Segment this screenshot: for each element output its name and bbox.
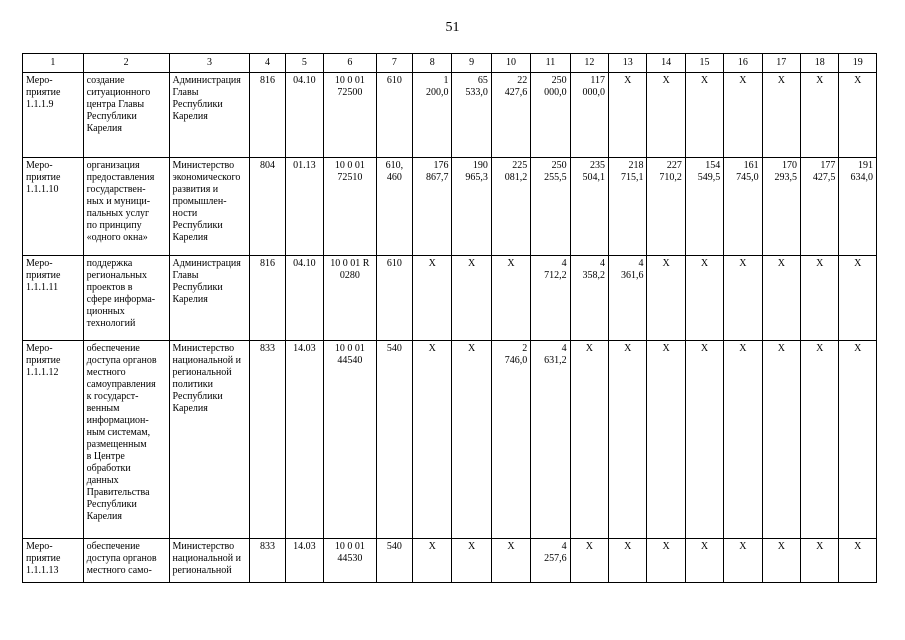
activity-name: обеспечение доступа органов местного самоуправления к государст- венным информацион- ным системам, размещенным в Центре обработки данных Правительства Республики Карелия	[83, 341, 169, 539]
cell: X	[685, 341, 723, 539]
column-header: 8	[413, 54, 452, 73]
activity-name: обеспечение доступа органов местного само-	[83, 539, 169, 583]
column-header: 4	[250, 54, 285, 73]
column-header: 1	[23, 54, 84, 73]
cell: 14.03	[285, 539, 323, 583]
cell: 117 000,0	[570, 73, 608, 158]
cell: 4 358,2	[570, 256, 608, 341]
cell: 170 293,5	[762, 158, 800, 256]
cell: X	[570, 539, 608, 583]
cell: X	[724, 256, 762, 341]
cell: X	[724, 539, 762, 583]
cell: X	[491, 539, 530, 583]
cell: X	[762, 73, 800, 158]
cell: X	[452, 539, 491, 583]
cell: X	[413, 256, 452, 341]
cell: 250 000,0	[531, 73, 570, 158]
cell: 10 0 01 72510	[324, 158, 377, 256]
cell: 4 631,2	[531, 341, 570, 539]
cell: 1 200,0	[413, 73, 452, 158]
cell: 816	[250, 73, 285, 158]
cell: X	[452, 341, 491, 539]
table-row	[23, 158, 877, 256]
cell: 2 746,0	[491, 341, 530, 539]
cell: X	[609, 539, 647, 583]
column-header: 11	[531, 54, 570, 73]
activity-id: Меро- приятие 1.1.1.13	[23, 539, 84, 583]
cell: X	[647, 73, 685, 158]
cell: 540	[376, 539, 412, 583]
activity-name: поддержка региональных проектов в сфере информа- ционных технологий	[83, 256, 169, 341]
column-header: 6	[324, 54, 377, 73]
column-header: 17	[762, 54, 800, 73]
cell: X	[685, 256, 723, 341]
activity-id: Меро- приятие 1.1.1.12	[23, 341, 84, 539]
cell: X	[801, 539, 839, 583]
column-header: 3	[169, 54, 250, 73]
cell: 14.03	[285, 341, 323, 539]
budget-table	[22, 53, 877, 583]
cell: X	[839, 341, 877, 539]
cell: X	[801, 341, 839, 539]
cell: 250 255,5	[531, 158, 570, 256]
cell: 4 361,6	[609, 256, 647, 341]
table-row	[23, 256, 877, 341]
cell: 610, 460	[376, 158, 412, 256]
column-header: 18	[801, 54, 839, 73]
cell: X	[647, 539, 685, 583]
cell: 10 0 01 72500	[324, 73, 377, 158]
column-header: 15	[685, 54, 723, 73]
column-header: 2	[83, 54, 169, 73]
executor: Министерство национальной и региональной политики Республики Карелия	[169, 341, 250, 539]
cell: X	[570, 341, 608, 539]
cell: X	[491, 256, 530, 341]
activity-id: Меро- приятие 1.1.1.10	[23, 158, 84, 256]
cell: X	[801, 256, 839, 341]
cell: 816	[250, 256, 285, 341]
column-header: 9	[452, 54, 491, 73]
cell: 610	[376, 256, 412, 341]
cell: 4 257,6	[531, 539, 570, 583]
column-header: 10	[491, 54, 530, 73]
cell: 191 634,0	[839, 158, 877, 256]
cell: 177 427,5	[801, 158, 839, 256]
header-row	[23, 54, 877, 73]
cell: 4 712,2	[531, 256, 570, 341]
column-header: 12	[570, 54, 608, 73]
column-header: 7	[376, 54, 412, 73]
cell: X	[685, 73, 723, 158]
executor: Министерство экономического развития и промышлен- ности Республики Карелия	[169, 158, 250, 256]
cell: 804	[250, 158, 285, 256]
cell: 540	[376, 341, 412, 539]
cell: 225 081,2	[491, 158, 530, 256]
cell: X	[839, 73, 877, 158]
cell: 218 715,1	[609, 158, 647, 256]
column-header: 19	[839, 54, 877, 73]
cell: X	[685, 539, 723, 583]
cell: X	[762, 341, 800, 539]
activity-id: Меро- приятие 1.1.1.9	[23, 73, 84, 158]
executor: Администрация Главы Республики Карелия	[169, 73, 250, 158]
cell: 176 867,7	[413, 158, 452, 256]
cell: X	[801, 73, 839, 158]
cell: X	[724, 73, 762, 158]
cell: 04.10	[285, 73, 323, 158]
cell: X	[839, 256, 877, 341]
cell: 833	[250, 539, 285, 583]
cell: 10 0 01 R 0280	[324, 256, 377, 341]
cell: 161 745,0	[724, 158, 762, 256]
cell: X	[762, 539, 800, 583]
column-header: 5	[285, 54, 323, 73]
column-header: 16	[724, 54, 762, 73]
cell: 190 965,3	[452, 158, 491, 256]
executor: Министерство национальной и региональной	[169, 539, 250, 583]
activity-id: Меро- приятие 1.1.1.11	[23, 256, 84, 341]
cell: X	[609, 73, 647, 158]
activity-name: организация предоставления государствен- ных и муници- пальных услуг по принципу «одного окна»	[83, 158, 169, 256]
cell: X	[413, 539, 452, 583]
cell: 610	[376, 73, 412, 158]
executor: Администрация Главы Республики Карелия	[169, 256, 250, 341]
table-row	[23, 539, 877, 583]
cell: X	[647, 256, 685, 341]
cell: X	[839, 539, 877, 583]
cell: 01.13	[285, 158, 323, 256]
cell: 235 504,1	[570, 158, 608, 256]
cell: X	[647, 341, 685, 539]
cell: 154 549,5	[685, 158, 723, 256]
column-header: 13	[609, 54, 647, 73]
table-row	[23, 73, 877, 158]
table-row	[23, 341, 877, 539]
cell: 10 0 01 44530	[324, 539, 377, 583]
cell: X	[762, 256, 800, 341]
cell: X	[609, 341, 647, 539]
cell: 04.10	[285, 256, 323, 341]
cell: X	[413, 341, 452, 539]
page-number: 51	[445, 20, 460, 35]
cell: X	[452, 256, 491, 341]
cell: X	[724, 341, 762, 539]
cell: 22 427,6	[491, 73, 530, 158]
cell: 65 533,0	[452, 73, 491, 158]
activity-name: создание ситуационного центра Главы Республики Карелия	[83, 73, 169, 158]
column-header: 14	[647, 54, 685, 73]
cell: 227 710,2	[647, 158, 685, 256]
cell: 10 0 01 44540	[324, 341, 377, 539]
cell: 833	[250, 341, 285, 539]
